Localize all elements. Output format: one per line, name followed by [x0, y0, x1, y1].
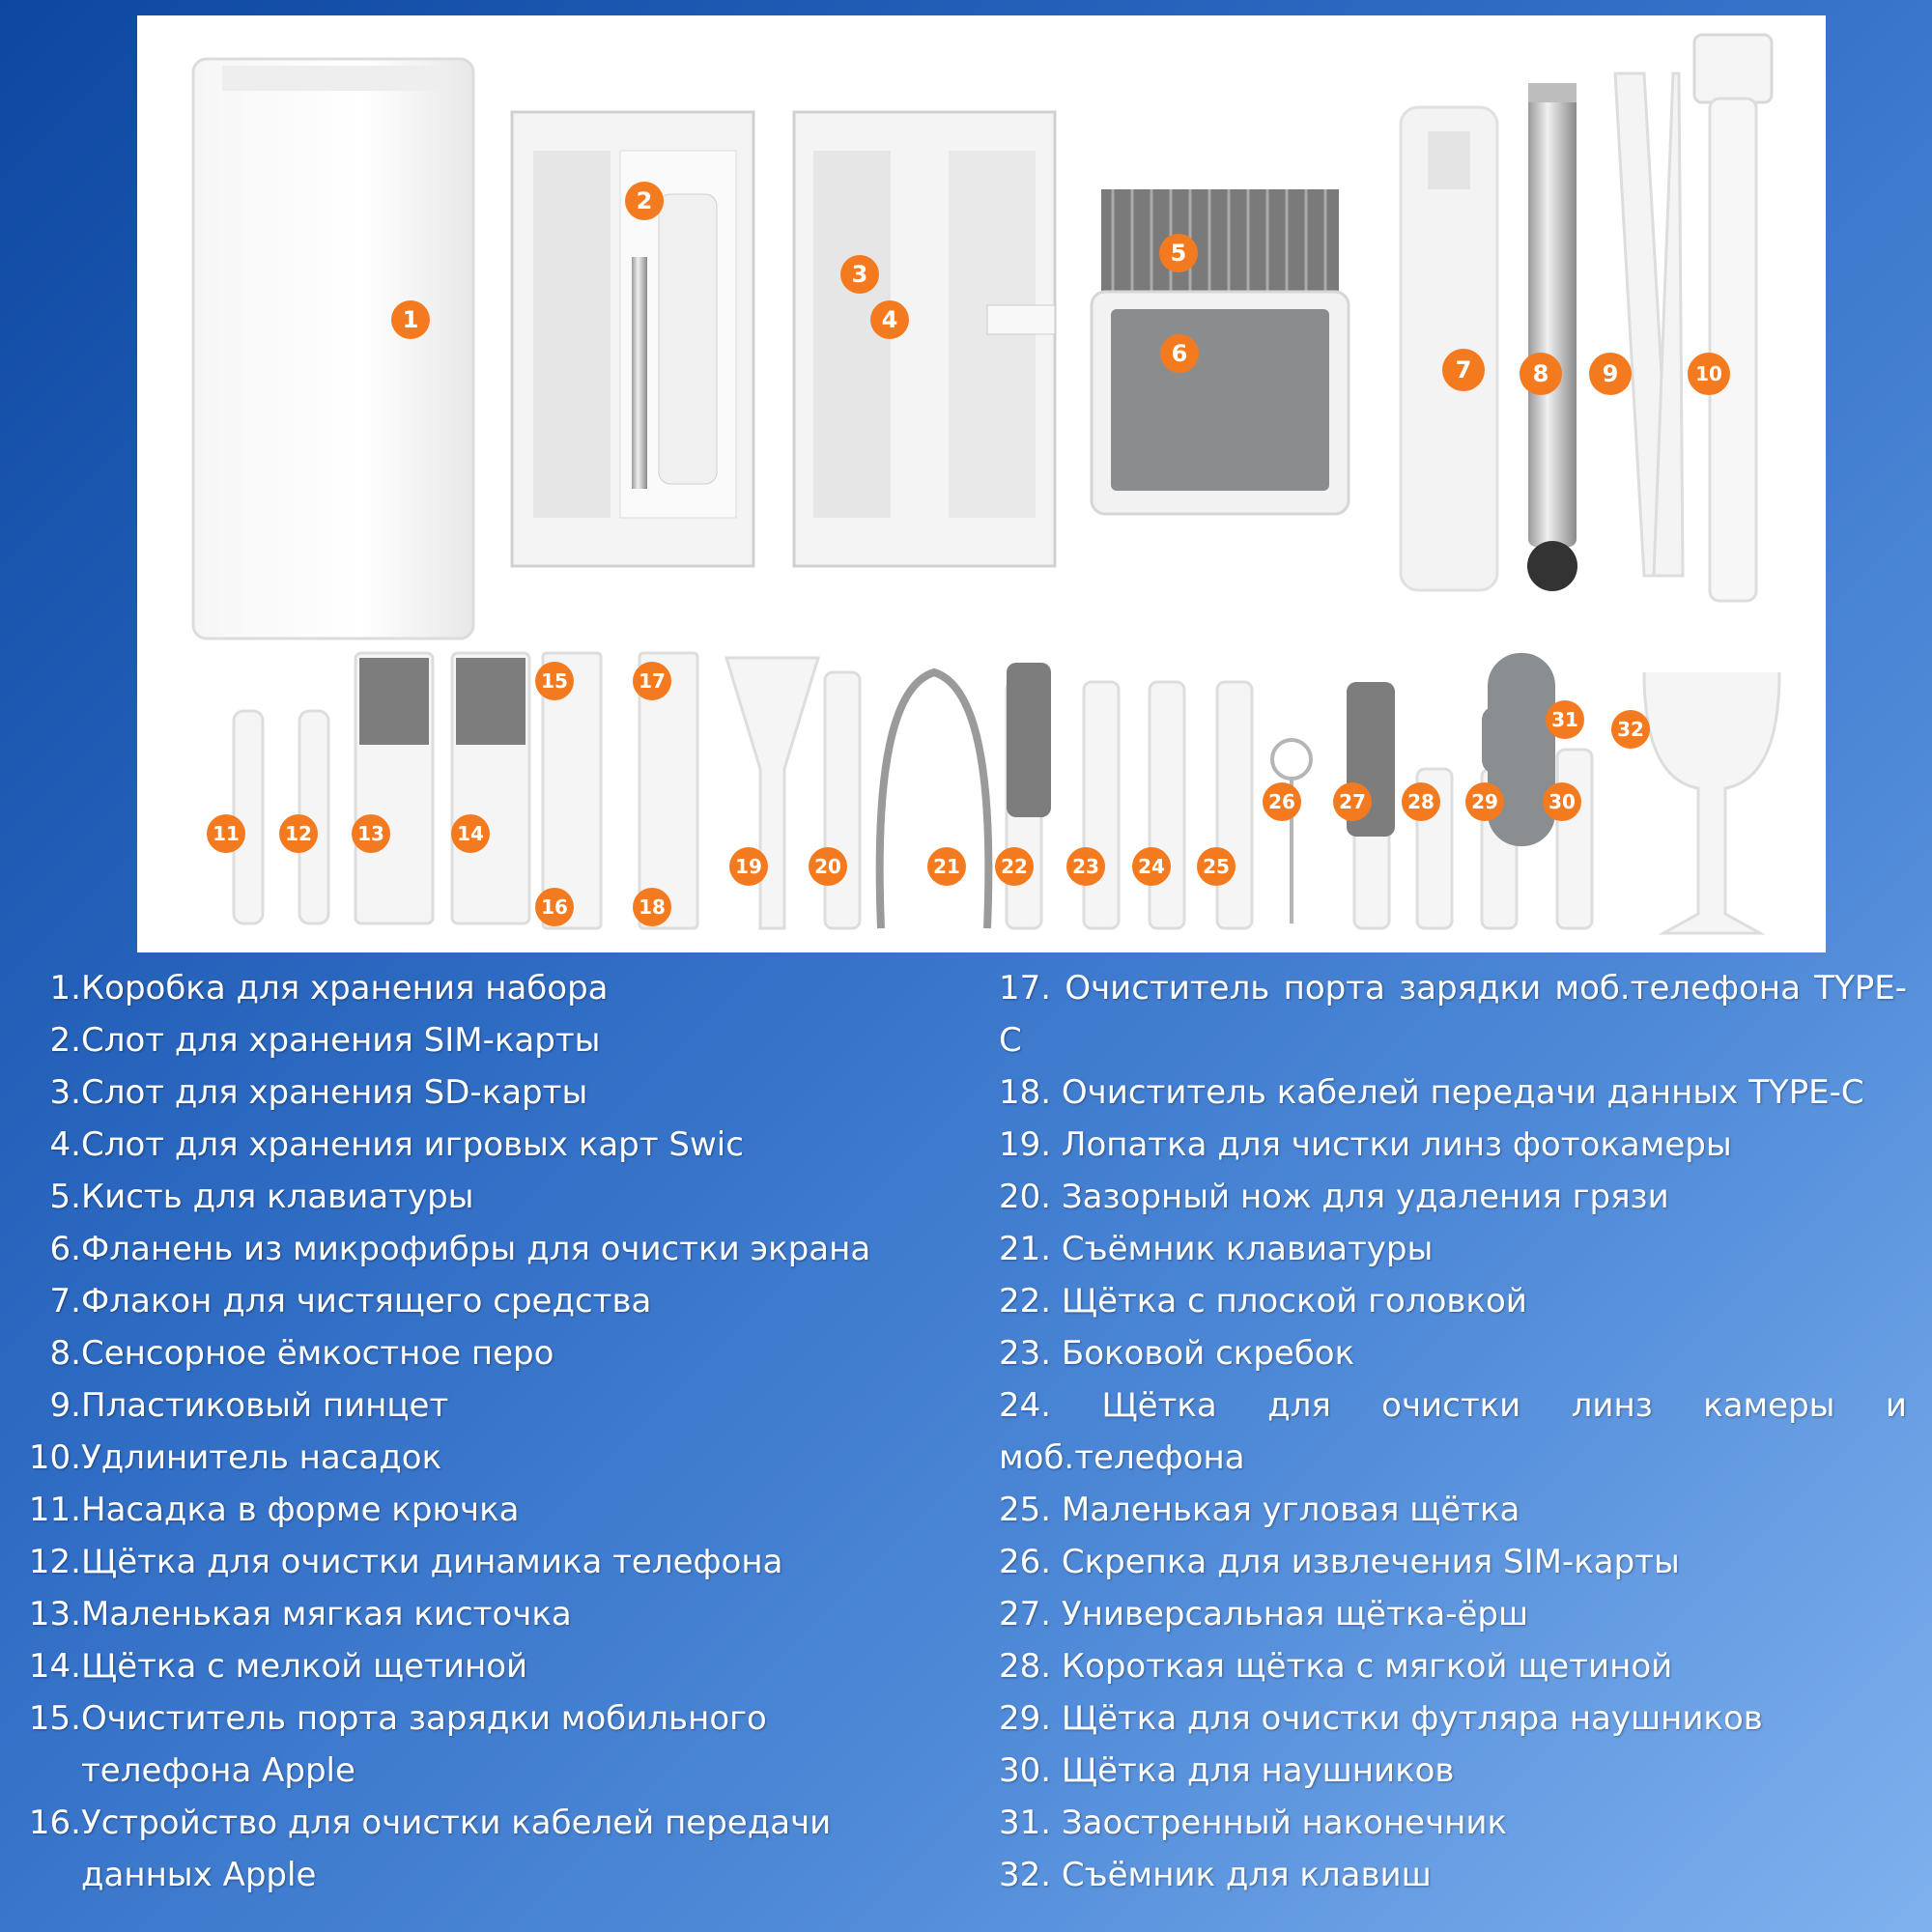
- list-item: 28. Короткая щётка с мягкой щетиной: [999, 1647, 1673, 1686]
- list-item: [19, 962, 947, 1014]
- parts-list-right: [999, 962, 1907, 1901]
- callout-26: [1263, 782, 1301, 821]
- svg-text:20: 20: [814, 855, 841, 878]
- callout-4: [870, 300, 909, 339]
- item-number: 8.: [49, 1334, 81, 1373]
- svg-text:27: 27: [1339, 790, 1366, 813]
- callout-1: [391, 300, 430, 339]
- callout-15: [535, 662, 574, 700]
- parts-list-left: [19, 962, 947, 1901]
- item-text: Очиститель порта зарядки мобильного телефона Apple: [81, 1699, 767, 1790]
- product-photo: [137, 15, 1826, 952]
- list-item: [19, 1327, 947, 1379]
- callout-23: [1066, 847, 1105, 886]
- item-text: Фланень из микрофибры для очистки экрана: [81, 1230, 871, 1268]
- callout-13: [352, 814, 390, 853]
- svg-text:25: 25: [1203, 855, 1230, 878]
- list-item: [19, 1797, 947, 1901]
- list-item: 20. Зазорный нож для удаления грязи: [999, 1178, 1669, 1216]
- svg-text:17: 17: [639, 669, 666, 693]
- svg-text:4: 4: [881, 306, 898, 333]
- svg-text:32: 32: [1617, 718, 1644, 741]
- list-item: 29. Щётка для очистки футляра наушников: [999, 1699, 1763, 1738]
- callout-19: [729, 847, 768, 886]
- callout-29: [1465, 782, 1504, 821]
- item-text: Устройство для очистки кабелей передачи данных Apple: [81, 1804, 832, 1894]
- svg-text:31: 31: [1551, 708, 1578, 731]
- sim-pin: [1272, 740, 1311, 923]
- item-number: 2.: [49, 1021, 81, 1060]
- svg-text:12: 12: [285, 822, 312, 845]
- item-number: 1.: [49, 969, 81, 1008]
- item-text: Кисть для клавиатуры: [81, 1178, 474, 1216]
- callout-24: [1132, 847, 1171, 886]
- svg-text:22: 22: [1001, 855, 1028, 878]
- open-box-left: [512, 112, 753, 566]
- item-number: 4.: [49, 1125, 81, 1164]
- item-text: Удлинитель насадок: [81, 1438, 442, 1477]
- item-text: Насадка в форме крючка: [81, 1491, 520, 1529]
- callout-2: [625, 182, 664, 220]
- item-number: 14.: [28, 1647, 81, 1686]
- callout-27: [1333, 782, 1372, 821]
- callout-10: [1688, 353, 1730, 395]
- attachment-extender: [1694, 35, 1772, 601]
- callout-16: [535, 888, 574, 926]
- item-number: 16.: [28, 1804, 81, 1842]
- list-item: 25. Маленькая угловая щётка: [999, 1491, 1520, 1529]
- callout-32: [1611, 710, 1650, 749]
- svg-text:2: 2: [636, 187, 653, 214]
- product-illustration: [137, 15, 1826, 952]
- item-text: Щётка с мелкой щетиной: [81, 1647, 528, 1686]
- item-number: 9.: [49, 1386, 81, 1425]
- list-item: 22. Щётка с плоской головкой: [999, 1282, 1527, 1321]
- callout-3: [840, 255, 879, 294]
- list-item: 18. Очиститель кабелей передачи данных TYPE-C: [999, 1073, 1864, 1112]
- svg-text:11: 11: [213, 822, 240, 845]
- svg-text:1: 1: [402, 306, 419, 333]
- list-item: [19, 1223, 947, 1275]
- list-item: 23. Боковой скребок: [999, 1334, 1355, 1373]
- list-item: 32. Съёмник для клавиш: [999, 1856, 1432, 1894]
- svg-text:24: 24: [1138, 855, 1165, 878]
- item-number: 10.: [28, 1438, 81, 1477]
- spray-bottle: [1401, 107, 1497, 590]
- svg-text:9: 9: [1602, 360, 1619, 387]
- svg-text:21: 21: [933, 855, 960, 878]
- storage-box: [193, 59, 473, 639]
- item-number: 11.: [28, 1491, 81, 1529]
- list-item: [19, 1484, 947, 1536]
- list-item: [19, 1379, 947, 1432]
- svg-text:8: 8: [1532, 360, 1549, 387]
- svg-text:5: 5: [1170, 240, 1187, 267]
- callout-17: [633, 662, 671, 700]
- list-item: 19. Лопатка для чистки линз фотокамеры: [999, 1125, 1732, 1164]
- callout-18: [633, 888, 671, 926]
- item-text: Коробка для хранения набора: [81, 969, 609, 1008]
- callout-11: [207, 814, 245, 853]
- list-item: 31. Заостренный наконечник: [999, 1804, 1508, 1842]
- callout-30: [1543, 782, 1581, 821]
- callout-14: [451, 814, 490, 853]
- item-number: 5.: [49, 1178, 81, 1216]
- callout-8: [1520, 353, 1562, 395]
- callout-21: [927, 847, 966, 886]
- item-text: Флакон для чистящего средства: [81, 1282, 652, 1321]
- item-number: 7.: [49, 1282, 81, 1321]
- svg-text:6: 6: [1171, 340, 1188, 367]
- open-box-right: [794, 112, 1055, 566]
- item-text: Слот для хранения SIM-карты: [81, 1021, 601, 1060]
- list-item: [19, 1432, 947, 1484]
- svg-text:23: 23: [1072, 855, 1099, 878]
- item-text: Маленькая мягкая кисточка: [81, 1595, 572, 1634]
- stylus-pen: [1527, 83, 1577, 591]
- list-item: [19, 1275, 947, 1327]
- callout-25: [1197, 847, 1236, 886]
- list-item: 24. Щётка для очистки линз камеры и моб.телефона: [999, 1386, 1907, 1477]
- svg-text:19: 19: [735, 855, 762, 878]
- item-text: Сенсорное ёмкостное перо: [81, 1334, 554, 1373]
- keyboard-puller: [880, 672, 989, 928]
- list-item: [19, 1066, 947, 1119]
- callout-20: [809, 847, 847, 886]
- callout-7: [1442, 349, 1485, 391]
- list-item: [19, 1640, 947, 1692]
- svg-text:15: 15: [541, 669, 568, 693]
- callout-31: [1546, 700, 1584, 739]
- svg-text:10: 10: [1695, 362, 1722, 385]
- keyboard-brush: [1092, 189, 1349, 514]
- svg-text:3: 3: [851, 261, 868, 288]
- list-item: [19, 1692, 947, 1797]
- svg-text:29: 29: [1471, 790, 1498, 813]
- item-number: 6.: [49, 1230, 81, 1268]
- list-item: [19, 1171, 947, 1223]
- plastic-tweezers: [1615, 73, 1683, 576]
- svg-text:14: 14: [457, 822, 484, 845]
- callout-12: [279, 814, 318, 853]
- item-text: Пластиковый пинцет: [81, 1386, 449, 1425]
- item-number: 12.: [28, 1543, 81, 1581]
- list-item: [19, 1119, 947, 1171]
- item-text: Щётка для очистки динамика телефона: [81, 1543, 783, 1581]
- callout-28: [1402, 782, 1440, 821]
- list-item: 21. Съёмник клавиатуры: [999, 1230, 1434, 1268]
- svg-text:7: 7: [1455, 356, 1472, 384]
- svg-text:26: 26: [1268, 790, 1295, 813]
- list-item: 26. Скрепка для извлечения SIM-карты: [999, 1543, 1680, 1581]
- list-item: [19, 1014, 947, 1066]
- svg-text:28: 28: [1407, 790, 1435, 813]
- callout-9: [1589, 353, 1632, 395]
- callout-5: [1159, 234, 1198, 272]
- list-item: [19, 1536, 947, 1588]
- list-item: [19, 1588, 947, 1640]
- callout-22: [995, 847, 1034, 886]
- item-text: Слот для хранения SD-карты: [81, 1073, 588, 1112]
- item-text: Слот для хранения игровых карт Swic: [81, 1125, 744, 1164]
- list-item: 17. Очиститель порта зарядки моб.телефона TYPE-C: [999, 969, 1907, 1060]
- list-item: 27. Универсальная щётка-ёрш: [999, 1595, 1529, 1634]
- svg-text:16: 16: [541, 895, 568, 919]
- svg-text:30: 30: [1548, 790, 1576, 813]
- callout-6: [1160, 334, 1199, 373]
- item-number: 13.: [28, 1595, 81, 1634]
- item-number: 3.: [49, 1073, 81, 1112]
- list-item: 30. Щётка для наушников: [999, 1751, 1455, 1790]
- item-number: 15.: [28, 1699, 81, 1738]
- svg-text:18: 18: [639, 895, 666, 919]
- svg-text:13: 13: [357, 822, 384, 845]
